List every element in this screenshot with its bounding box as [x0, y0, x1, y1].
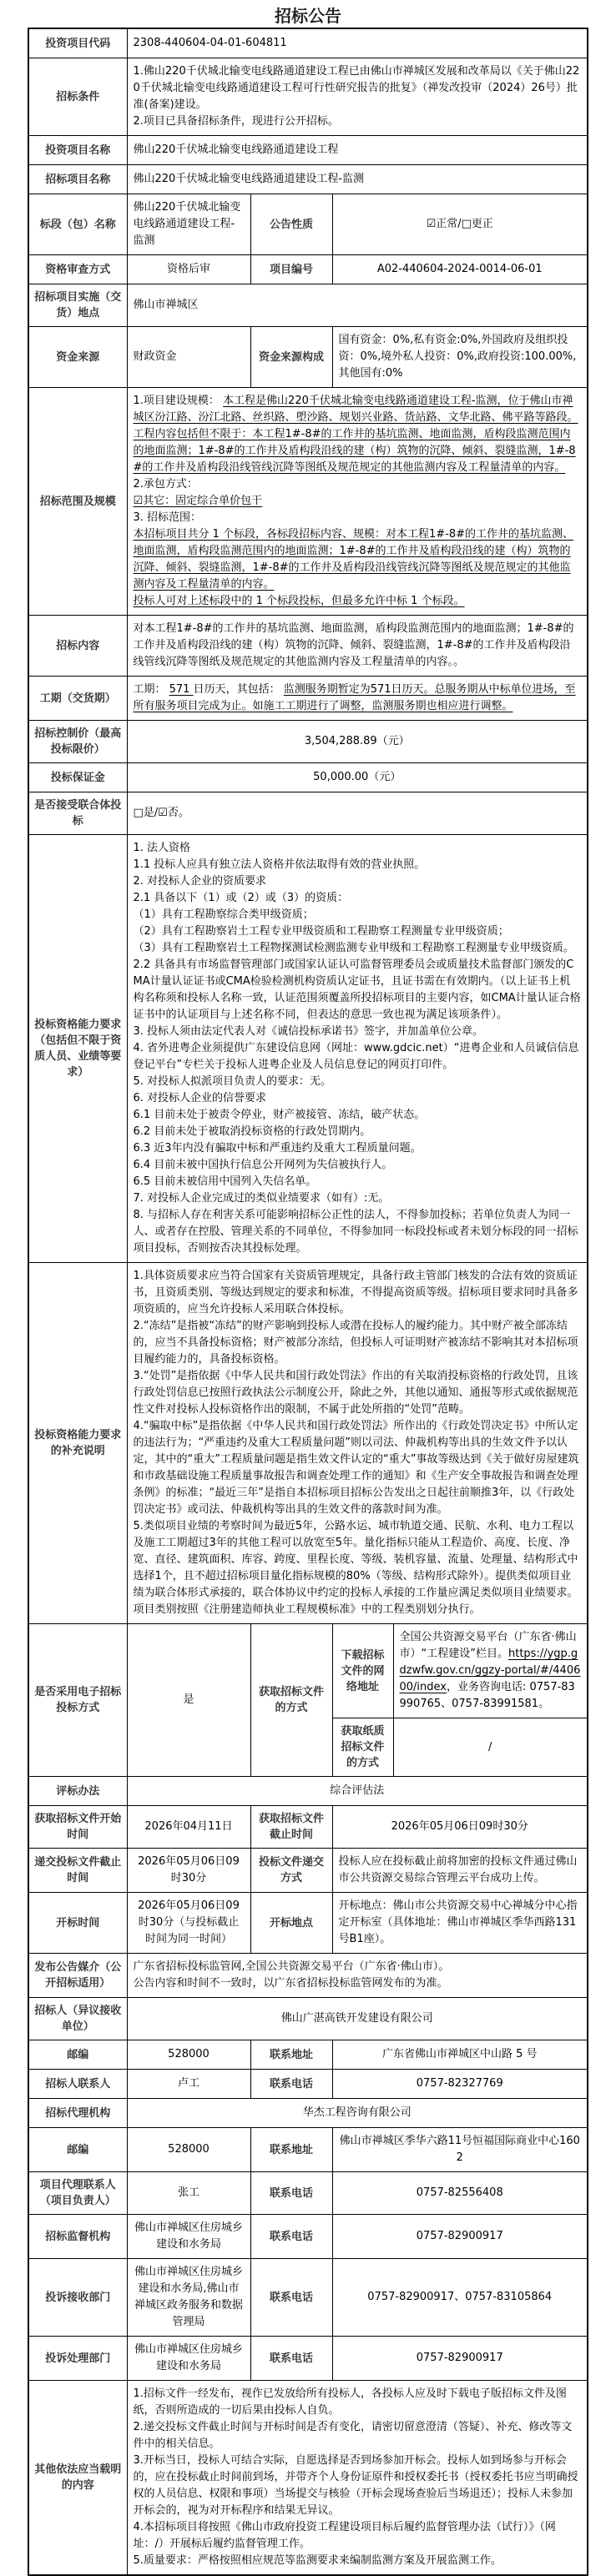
- row-fund-source: [28, 327, 588, 388]
- label-tenderer-phone: 联系电话: [250, 2070, 332, 2099]
- row-complaint-handler: [28, 2337, 588, 2381]
- row-complaint-receiver: [28, 2259, 588, 2337]
- label-consortium: 是否接受联合体投标: [28, 792, 127, 835]
- label-section-name: 标段（包）名称: [28, 194, 127, 255]
- label-obtain-start: 获取招标文件开始时间: [28, 1806, 127, 1849]
- row-section-name: [28, 194, 588, 255]
- label-invest-project-name: 投资项目名称: [28, 136, 127, 165]
- value-submit-deadline: 2026年05月06日09时30分: [127, 1849, 250, 1893]
- value-tenderer-phone: 0757-82327769: [332, 2070, 588, 2099]
- value-qualification-notes: 1.具体资质要求应当符合国家有关资质管理规定，具备行政主管部门核发的合法有效的资质证书，且资质类别、等级达到规定的要求和标准，不得提高资质等级。招标项目要求同时具备多项资质的，应当允许投标人采用联合体投标。 2.“冻结”是指被“冻结”的财产影响到投标人或潜在投标人的履约能力。其中财产被全部冻结的，应当不具备投标资格；财产被部分冻结，但投标人可证明财产被冻结不影响其对本招标项目履约能力的，具备投标资格。 3.“处罚”是指依据《中华人民共和国行政处罚法》作出的有关取消投标资格的行政处罚，且该行政处罚信息已按照行政执法公示制度公开，除此之外，其他以通知、通报等形式或依据规范性文件对投标人投标资格作出的限制，不属于此处所指的“处罚”范畴。 4.“骗取中标”是指依据《中华人民共和国行政处罚法》所作出的《行政处罚决定书》中所认定的违法行为；“严重违约及重大工程质量问题”则以司法、仲裁机构等出具的生效文件予以认定，其中的“重大”工程质量问题是指生效文件认定的“重大”事故等级达到《关于做好房屋建筑和市政基础设施工程质量事故报告和调查处理工作的通知》和《生产安全事故报告和调查处理条例》的标准；“最近三年”是指自本招标项目招标公告发出之日起往前顺推3年，以《行政处罚决定书》或司法、仲裁机构等出具的生效文件的落款时间为准。 5.类似项目业绩的考察时间为最近5年，公路水运、城市轨道交通、民航、水利、电力工程以及施工工期超过3年的其他工程可以放宽至5年。量化指标只能从工程造价、高度、长度、净宽、直径、建筑面积、库容、跨度、里程长度、等级、装机容量、流量、处理量、结构形式中选择1个，且不超过招标项目量化指标规模的80%（等级、结构形式除外）。提供类似项目业绩为联合体形式承接的，联合体协议中约定的投标人承接的工作量应满足类似项目业绩要求。项目类别按照《注册建造师执业工程规模标准》中的工程类别划分执行。: [127, 1263, 588, 1624]
- value-fund-composition: 国有资金：0%,私有资金:0%,外国政府及组织投资：0%,境外私人投资：0%,政府投资:100.00%,其他国有:0%: [332, 327, 588, 388]
- row-qualification-review: [28, 255, 588, 284]
- label-announcement-media: 发布公告媒介（公开招标适用）: [28, 1954, 127, 1998]
- value-tender-project-name: 佛山220千伏城北输变电线路通道建设工程-监测: [127, 165, 588, 194]
- row-project-code: [28, 28, 588, 58]
- row-invest-project-name: [28, 136, 588, 165]
- label-e-tender: 是否采用电子招标投标方式: [28, 1624, 127, 1777]
- row-qualification-requirements: [28, 835, 588, 1263]
- label-project-number: 项目编号: [250, 255, 332, 284]
- row-control-price: [28, 721, 588, 763]
- value-tender-scope: 1.项目建设规模： 本工程是佛山220千伏城北输变电线路通道建设工程-监测，位于佛山市禅城区汾江路、汾江北路、丝织路、塱沙路、规划兴业路、货站路、文华北路、佛平路等路段。工程内容包括但不限于：本工程1#-8#的工作井的基坑监测、地面监测，盾构段监测范围内的地面监测；1#-8#的工作井及盾构段沿线的建（构）筑物的沉降、倾斜、裂缝监测，1#-8#的工作井及盾构段沿线管线沉降等图纸及规范规定的其他监测内容及工程量清单的内容。 2.承包方式： ☑其它：固定综合单价包干 3. 招标范围： 本招标项目共分 1 个标段，各标段招标内容、规模：对本工程1#-8#的工作井的基坑监测、地面监测，盾构段监测范围内的地面监测；1#-8#的工作井及盾构段沿线的建（构）筑物的沉降、倾斜、裂缝监测，1#-8#的工作井及盾构段沿线管线沉降等图纸及规范规定的其他监测内容及工程量清单的内容。 投标人可对上述标段中的 1 个标段投标，但最多允许中标 1 个标段。: [127, 388, 588, 616]
- row-tender-scope: [28, 388, 588, 616]
- value-e-tender: 是: [127, 1624, 250, 1777]
- value-invest-project-name: 佛山220千伏城北输变电线路通道建设工程: [127, 136, 588, 165]
- value-qualification-review: 资格后审: [127, 255, 250, 284]
- row-bid-deposit: [28, 763, 588, 792]
- value-complaint-receiver: 佛山市禅城区住房城乡建设和水务局,佛山市禅城区政务服务和数据管理局: [127, 2259, 250, 2337]
- row-tender-project-name: [28, 165, 588, 194]
- label-qualification-requirements: 投标资格能力要求（包括但不限于资质人员、业绩等要求）: [28, 835, 127, 1263]
- download-url-text[interactable]: 全国公共资源交易平台（广东省·佛山市）“工程建设”栏目。https://ygp.gdzwfw.gov.cn/ggzy-portal/#/440600/index，业务咨询电话: 0757-83990765、0757-83991581。: [393, 1624, 588, 1718]
- label-submit-deadline: 递交投标文件截止时间: [28, 1849, 127, 1893]
- label-delivery-location: 招标项目实施（交货）地点: [28, 284, 127, 327]
- label-agency-address: 联系地址: [250, 2128, 332, 2172]
- label-supervisor-phone: 联系电话: [250, 2215, 332, 2259]
- value-obtain-end: 2026年05月06日09时30分: [332, 1806, 588, 1849]
- value-project-number: A02-440604-2024-0014-06-01: [332, 255, 588, 284]
- label-tenderer-postcode: 邮编: [28, 2040, 127, 2070]
- label-tenderer-contact: 招标人联系人: [28, 2070, 127, 2099]
- row-tenderer: [28, 1998, 588, 2040]
- row-supervisor: [28, 2215, 588, 2259]
- value-agency-postcode: 528000: [127, 2128, 250, 2172]
- value-complaint-handler: 佛山市禅城区住房城乡建设和水务局: [127, 2337, 250, 2381]
- tender-info-table: [28, 28, 588, 2576]
- value-supervisor: 佛山市禅城区住房城乡建设和水务局: [127, 2215, 250, 2259]
- value-agency-address: 佛山市禅城区季华六路11号恒福国际商业中心1602: [332, 2128, 588, 2172]
- label-bid-deposit: 投标保证金: [28, 763, 127, 792]
- value-notice-nature: ☑正常/□更正: [332, 194, 588, 255]
- row-other-contents: [28, 2381, 588, 2576]
- label-agency-postcode: 邮编: [28, 2128, 127, 2172]
- label-obtain-method: 获取招标文件的方式: [250, 1624, 332, 1777]
- value-duration: 工期： 571 日历天，其包括： 监测服务期暂定为571日历天。总服务期从中标单位进场，至所有服务项目完成为止。如施工工期进行了调整，监测服务期也相应进行调整。: [127, 677, 588, 721]
- value-supervisor-phone: 0757-82900917: [332, 2215, 588, 2259]
- row-obtain-time: [28, 1806, 588, 1849]
- label-tender-project-name: 招标项目名称: [28, 165, 127, 194]
- label-tender-content: 招标内容: [28, 616, 127, 677]
- value-agent-phone: 0757-82556408: [332, 2172, 588, 2215]
- row-tenderer-contact: [28, 2070, 588, 2099]
- label-other-contents: 其他依法应当载明的内容: [28, 2381, 127, 2576]
- row-e-tender: [28, 1624, 588, 1718]
- row-announcement-media: [28, 1954, 588, 1998]
- label-agent-phone: 联系电话: [250, 2172, 332, 2215]
- label-bid-open-place: 开标地点: [250, 1893, 332, 1954]
- value-delivery-location: 佛山市禅城区: [127, 284, 588, 327]
- row-agent-contact: [28, 2172, 588, 2215]
- row-tender-content: [28, 616, 588, 677]
- label-evaluation-method: 评标办法: [28, 1777, 127, 1806]
- row-duration: [28, 677, 588, 721]
- value-submit-method: 投标人应在投标截止前将加密的投标文件通过佛山市公共资源交易综合管理云平台成功上传。: [332, 1849, 588, 1893]
- value-other-contents: 1.招标文件一经发布，视作已发放给所有投标人，各投标人应及时下载电子版招标文件及图纸，否则所造成的一切后果由投标人自负。 2.递交投标文件截止时间与开标时间是否有变化，请密切留意澄清（答疑）、补充、修改等文件中的相关信息。 3.开标当日，投标人可结合实际，自愿选择是否到场参加开标会。投标人如到场参与开标会的，应在投标截止时间前到场，并带齐个人身份证原件和授权委托书（授权委托书应当明确授权的人员信息、权限和事项）当场提交与核验（开标会现场查验后当场退还）；投标人未参加开标会的，视为对开标程序和结果无异议。 4.本招标项目将按照《佛山市政府投资工程建设项目标后履约监督管理办法（试行）》（网址：/）开展标后履约监督管理工作。 5.质量要求：严格按照相应规范等监测要求来编制监测方案及开展监测工作。: [127, 2381, 588, 2576]
- row-qualification-notes: [28, 1263, 588, 1624]
- value-section-name: 佛山220千伏城北输变电线路通道建设工程-监测: [127, 194, 250, 255]
- row-bid-opening: [28, 1893, 588, 1954]
- label-obtain-end: 获取招标文件截止时间: [250, 1806, 332, 1849]
- value-control-price: 3,504,288.89（元）: [127, 721, 588, 763]
- label-bid-open-time: 开标时间: [28, 1893, 127, 1954]
- label-download-url: 下载招标文件的网络地址: [332, 1624, 393, 1718]
- value-tenderer-contact: 卢工: [127, 2070, 250, 2099]
- label-tenderer: 招标人（异议接收单位）: [28, 1998, 127, 2040]
- label-complaint-handler: 投诉处理部门: [28, 2337, 127, 2381]
- row-evaluation-method: [28, 1777, 588, 1806]
- label-tender-scope: 招标范围及规模: [28, 388, 127, 616]
- value-bid-deposit: 50,000.00（元）: [127, 763, 588, 792]
- label-agency: 招标代理机构: [28, 2099, 127, 2128]
- label-complaint-receiver-phone: 联系电话: [250, 2259, 332, 2337]
- row-consortium: [28, 792, 588, 835]
- value-tenderer: 佛山广湛高铁开发建设有限公司: [127, 1998, 588, 2040]
- value-agent-contact: 张工: [127, 2172, 250, 2215]
- value-bid-open-place: 开标地点：佛山市公共资源交易中心禅城分中心指定开标室（具体地址：佛山市禅城区季华西路131号B1座）。: [332, 1893, 588, 1954]
- label-duration: 工期（交货期）: [28, 677, 127, 721]
- label-fund-source: 资金来源: [28, 327, 127, 388]
- label-tender-conditions: 招标条件: [28, 58, 127, 136]
- label-tenderer-address: 联系地址: [250, 2040, 332, 2070]
- page-title: 招标公告: [275, 6, 341, 26]
- value-tenderer-postcode: 528000: [127, 2040, 250, 2070]
- value-obtain-start: 2026年04月11日: [127, 1806, 250, 1849]
- value-bid-open-time: 2026年05月06日09时30分（与投标截止时间为同一时间）: [127, 1893, 250, 1954]
- row-agency: [28, 2099, 588, 2128]
- label-qualification-review: 资格审查方式: [28, 255, 127, 284]
- row-submit-deadline: [28, 1849, 588, 1893]
- label-qualification-notes: 投标资格能力要求的补充说明: [28, 1263, 127, 1624]
- value-complaint-handler-phone: 0757-82900917: [332, 2337, 588, 2381]
- value-agency: 华杰工程咨询有限公司: [127, 2099, 588, 2128]
- value-tender-conditions: 1.佛山220千伏城北输变电线路通道建设工程已由佛山市禅城区发展和改革局以《关于佛山220千伏城北输变电线路通道建设工程可行性研究报告的批复》（禅发改投审（2024）26号）批准(备案)建设。 2.项目已具备招标条件，现进行公开招标。: [127, 58, 588, 136]
- value-announcement-media: 广东省招标投标监管网,全国公共资源交易平台（广东省·佛山市）。 公告内容和时间不一致时，以广东省招标投标监管网发布的为准。: [127, 1954, 588, 1998]
- label-paper-file-method: 获取纸质招标文件的方式: [332, 1718, 393, 1777]
- label-submit-method: 投标文件递交方式: [250, 1849, 332, 1893]
- label-complaint-receiver: 投诉接收部门: [28, 2259, 127, 2337]
- value-fund-source: 财政资金: [127, 327, 250, 388]
- label-fund-composition: 资金来源构成: [250, 327, 332, 388]
- value-consortium: □是/☑否。: [127, 792, 588, 835]
- label-notice-nature: 公告性质: [250, 194, 332, 255]
- label-agent-contact: 项目代理联系人（项目负责人）: [28, 2172, 127, 2215]
- label-supervisor: 招标监督机构: [28, 2215, 127, 2259]
- value-evaluation-method: 综合评估法: [127, 1777, 588, 1806]
- label-complaint-handler-phone: 联系电话: [250, 2337, 332, 2381]
- row-delivery-location: [28, 284, 588, 327]
- row-tender-conditions: [28, 58, 588, 136]
- row-agency-postcode: [28, 2128, 588, 2172]
- value-tender-content: 对本工程1#-8#的工作井的基坑监测、地面监测，盾构段监测范围内的地面监测；1#-8#的工作井及盾构段沿线的建（构）筑物的沉降、倾斜、裂缝监测，1#-8#的工作井及盾构段沿线管线沉降等图纸及规范规定的其他监测内容及工程量清单的内容。。: [127, 616, 588, 677]
- value-paper-file-method: /: [393, 1718, 588, 1777]
- value-complaint-receiver-phone: 0757-82900917、0757-83105864: [332, 2259, 588, 2337]
- value-tenderer-address: 广东省佛山市禅城区中山路 5 号: [332, 2040, 588, 2070]
- value-project-code: 2308-440604-04-01-604811: [127, 28, 588, 58]
- label-control-price: 招标控制价（最高投标限价）: [28, 721, 127, 763]
- value-qualification-requirements: 1. 法人资格 1.1 投标人应具有独立法人资格并依法取得有效的营业执照。 2. 对投标人企业的资质要求 2.1 具备以下（1）或（2）或（3）的资质： （1）具有工程勘察综合类甲级资质； （2）具有工程勘察岩土工程专业甲级资质和工程勘察工程测量专业甲级资质； （3）具有工程勘察岩土工程物探测试检测监测专业甲级和工程勘察工程测量专业甲级资质。 2.2 具备具有市场监督管理部门或国家认证认可监督管理委员会或质量技术监督部门颁发的CMA计量认证证书或CMA检验检测机构资质认定证书，且证书需在有效期内。（以上证书上机构名称须和投标人名称一致，认证范围须覆盖所投招标项目的主要内容，如CMA计量认证合格证书中的认证项目与上述名称不同，但表达的意思一致也视为满足该项条件）。 3. 投标人须由法定代表人对《诚信投标承诺书》签字，并加盖单位公章。 4. 省外进粤企业须提供广东建设信息网（网址：www.gdcic.net）“进粤企业和人员诚信信息登记平台”专栏关于投标人进粤企业及人员信息登记的网页打印件。 5. 对投标人拟派项目负责人的要求：无。 6. 对投标人企业的信誉要求 6.1 目前未处于被责令停业，财产被接管、冻结，破产状态。 6.2 目前未处于被取消投标资格的行政处罚期内。 6.3 近3年内没有骗取中标和严重违约及重大工程质量问题。 6.4 目前未被中国执行信息公开网列为失信被执行人。 6.5 目前未被信用中国列入失信名单。 7. 对投标人企业完成过的类似业绩要求（如有）:无。 8. 与招标人存在利害关系可能影响招标公正性的法人，不得参加投标；若单位负责人为同一人、或者存在控股、管理关系的不同单位，不得参加同一标段投标或者未划分标段的同一招标项目投标，否则按否决其投标处理。: [127, 835, 588, 1263]
- row-tenderer-postcode: [28, 2040, 588, 2070]
- label-project-code: 投资项目代码: [28, 28, 127, 58]
